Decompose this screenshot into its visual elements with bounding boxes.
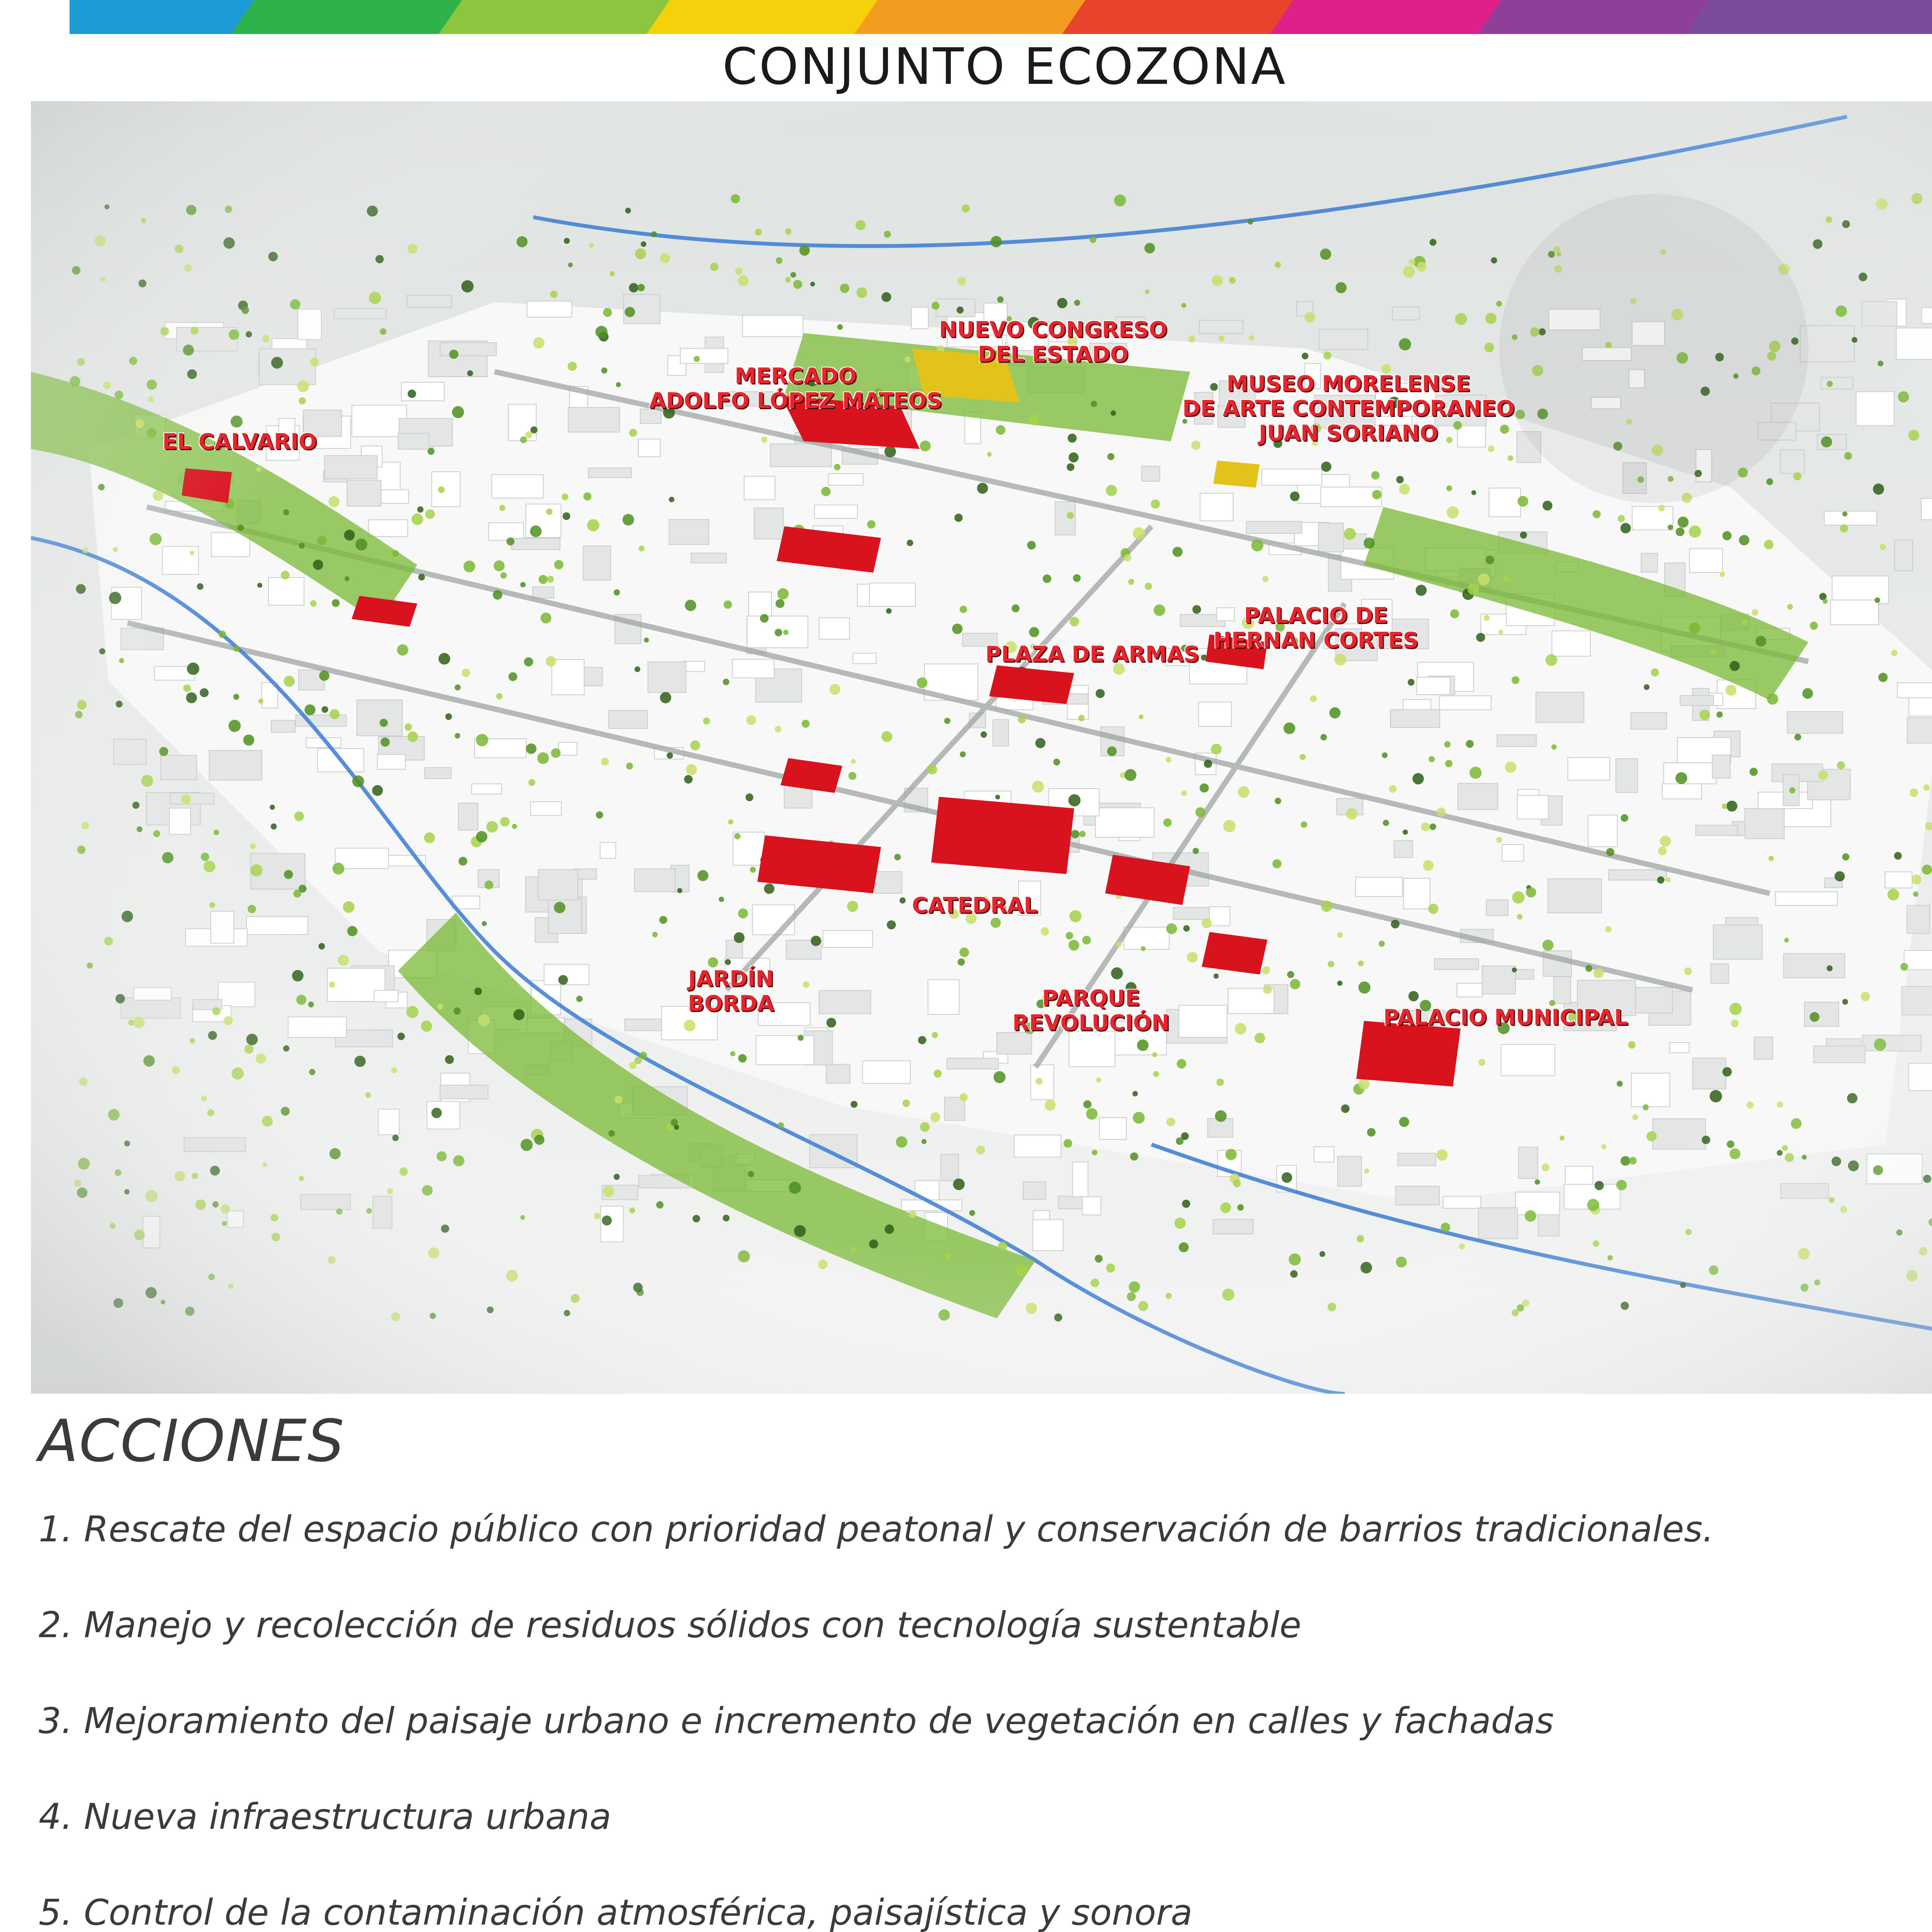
page-title: CONJUNTO ECOZONA	[722, 37, 1287, 96]
acciones-heading: ACCIONES	[39, 1408, 345, 1475]
map-label-museo: MUSEO MORELENSE DE ARTE CONTEMPORANEO JUAN SORIANO	[1182, 371, 1515, 446]
map-label-catedral: CATEDRAL	[912, 893, 1038, 918]
accion-item: 1. Rescate del espacio público con prioridad peatonal y conservación de barrios tradicionales.	[39, 1509, 1714, 1550]
acciones-list	[39, 1506, 1932, 1932]
accion-item: 3. Mejoramiento del paisaje urbano e incremento de vegetación en calles y fachadas	[39, 1700, 1554, 1742]
map-label-parque-revolucion: PARQUE REVOLUCIÓN	[1012, 986, 1170, 1036]
accion-item: 5. Control de la contaminación atmosférica, paisajística y sonora	[39, 1892, 1193, 1932]
aerial-map-graphic	[31, 101, 1932, 1394]
accion-item: 2. Manejo y recolección de residuos sólidos con tecnología sustentable	[39, 1604, 1301, 1646]
band-segment	[1685, 0, 1932, 34]
top-color-band	[70, 0, 1932, 34]
aerial-map	[31, 101, 1932, 1394]
map-label-el-calvario: EL CALVARIO	[162, 429, 317, 454]
map-label-congreso: NUEVO CONGRESO DEL ESTADO	[939, 317, 1167, 367]
map-label-plaza-armas: PLAZA DE ARMAS	[985, 642, 1199, 667]
map-label-palacio-cortes: PALACIO DE HERNAN CORTES	[1213, 603, 1418, 653]
accion-item: 4. Nueva infraestructura urbana	[39, 1796, 612, 1837]
color-band-graphic	[70, 0, 1932, 34]
map-label-palacio-municipal: PALACIO MUNICIPAL	[1383, 1005, 1628, 1030]
map-label-mercado: MERCADO ADOLFO LÓPEZ MATEOS	[649, 364, 942, 413]
map-label-jardin-borda: JARDÍN BORDA	[688, 966, 774, 1016]
